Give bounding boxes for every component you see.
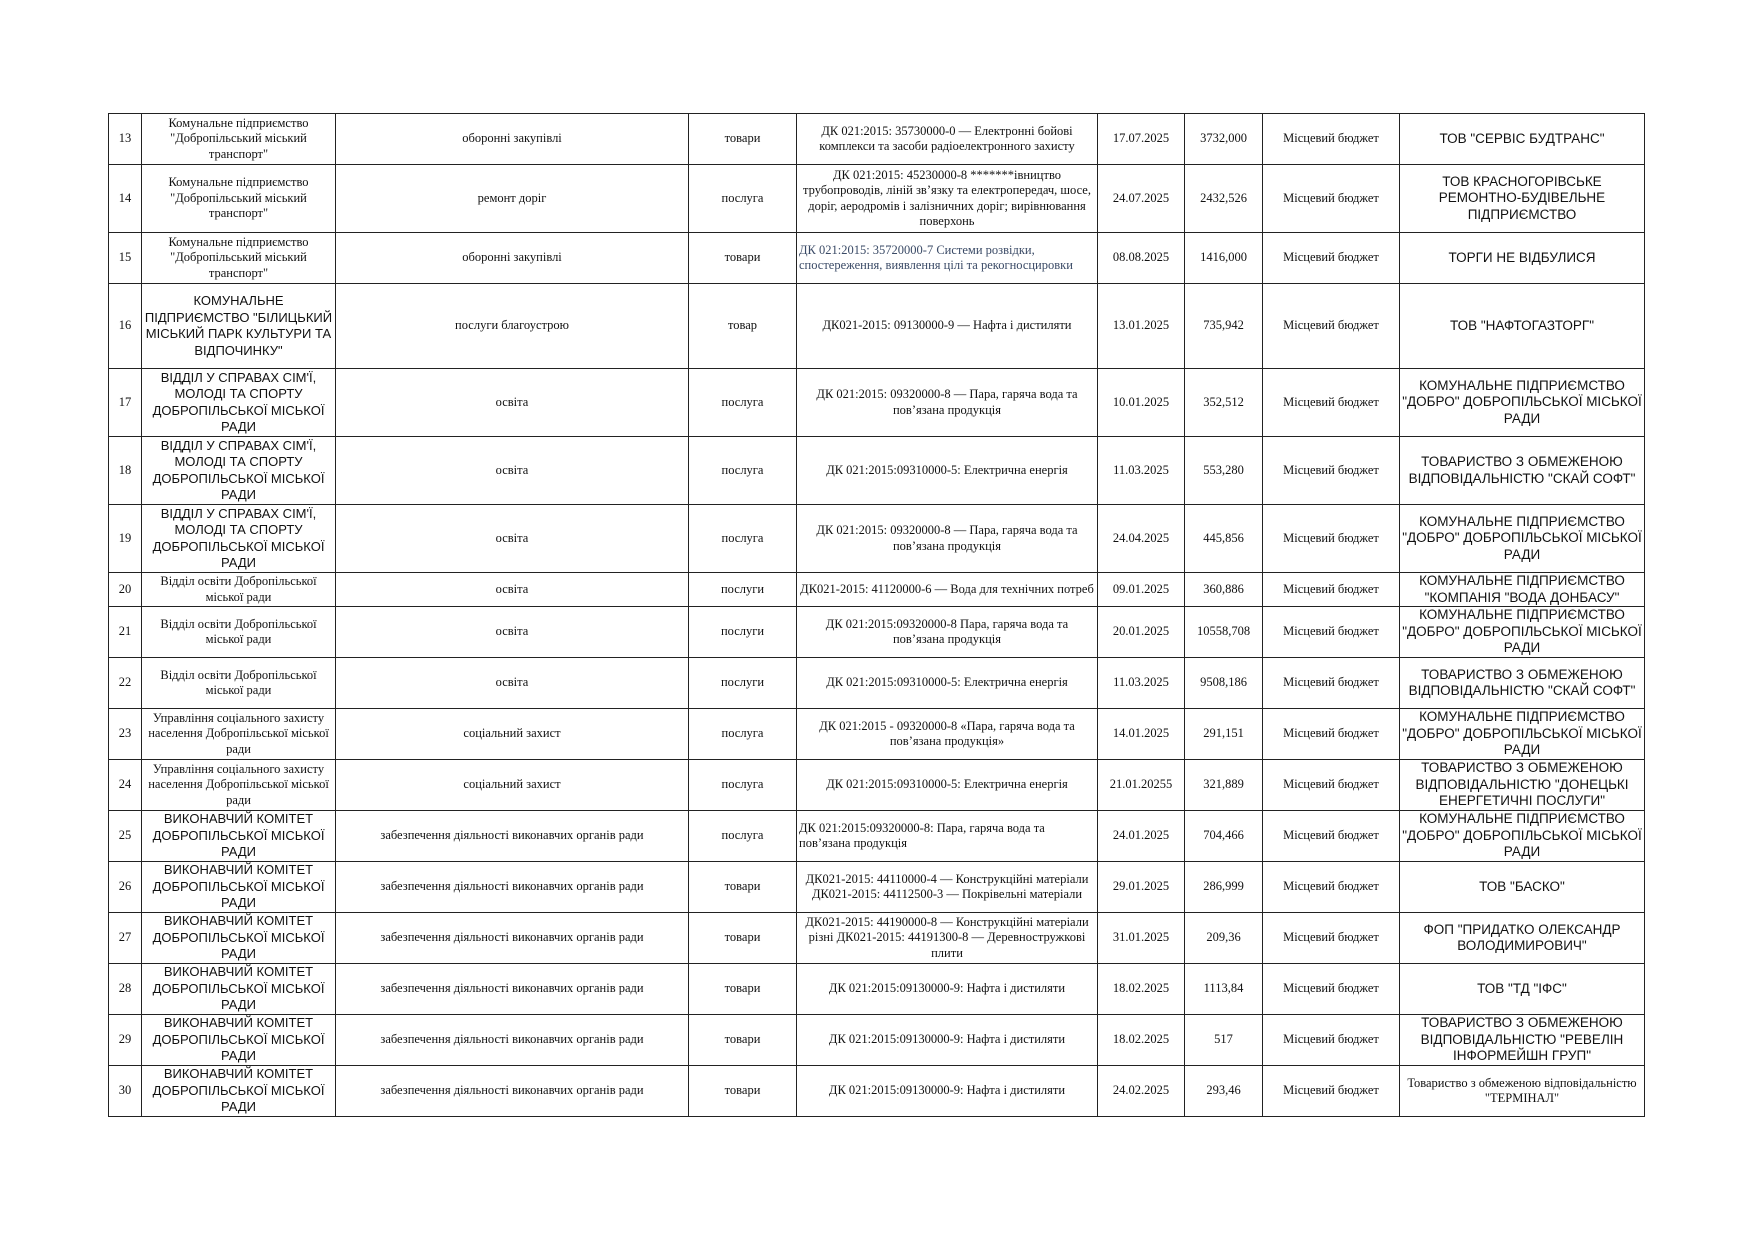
budget-source: Місцевий бюджет [1263,114,1400,165]
budget-source: Місцевий бюджет [1263,369,1400,437]
category: забезпечення діяльності виконавчих органів ради [336,811,689,862]
table-row [109,369,1645,437]
category: освіта [336,369,689,437]
category: освіта [336,573,689,607]
category: соціальний захист [336,760,689,811]
amount: 352,512 [1185,369,1263,437]
customer-name: ВІДДІЛ У СПРАВАХ СІМ'Ї, МОЛОДІ ТА СПОРТУ ДОБРОПІЛЬСЬКОЇ МІСЬКОЇ РАДИ [142,437,336,505]
budget-source: Місцевий бюджет [1263,760,1400,811]
amount: 3732,000 [1185,114,1263,165]
date: 11.03.2025 [1098,437,1185,505]
customer-name: Комунальне підприємство "Добропільський міський транспорт" [142,114,336,165]
amount: 704,466 [1185,811,1263,862]
amount: 517 [1185,1015,1263,1066]
row-number: 28 [109,964,142,1015]
customer-name: Відділ освіти Добропільської міської ради [142,607,336,658]
cpv-code: ДК 021:2015: 09320000-8 — Пара, гаряча вода та пов’язана продукція [797,505,1098,573]
cpv-code: ДК 021:2015: 35730000-0 — Електронні бойові комплекси та засоби радіоелектронного захисту [797,114,1098,165]
date: 29.01.2025 [1098,862,1185,913]
row-number: 21 [109,607,142,658]
cpv-code: ДК 021:2015:09320000-8 Пара, гаряча вода та пов’язана продукція [797,607,1098,658]
row-number: 19 [109,505,142,573]
row-number: 26 [109,862,142,913]
row-number: 13 [109,114,142,165]
date: 08.08.2025 [1098,233,1185,284]
item-type: товари [689,233,797,284]
table-row [109,573,1645,607]
winner-name: КОМУНАЛЬНЕ ПІДПРИЄМСТВО "ДОБРО" ДОБРОПІЛЬСЬКОЇ МІСЬКОЇ РАДИ [1400,505,1645,573]
amount: 360,886 [1185,573,1263,607]
item-type: товари [689,1015,797,1066]
budget-source: Місцевий бюджет [1263,862,1400,913]
item-type: послуга [689,437,797,505]
cpv-code: ДК 021:2015:09310000-5: Електрична енергія [797,760,1098,811]
budget-source: Місцевий бюджет [1263,1015,1400,1066]
amount: 2432,526 [1185,165,1263,233]
category: оборонні закупівлі [336,233,689,284]
row-number: 14 [109,165,142,233]
item-type: послуга [689,760,797,811]
winner-name: ТОВ "ТД "ІФС" [1400,964,1645,1015]
category: ремонт доріг [336,165,689,233]
item-type: послуги [689,607,797,658]
cpv-code: ДК 021:2015:09310000-5: Електрична енергія [797,437,1098,505]
winner-name: ТОВ КРАСНОГОРІВСЬКЕ РЕМОНТНО-БУДІВЕЛЬНЕ ПІДПРИЄМСТВО [1400,165,1645,233]
cpv-code: ДК021-2015: 09130000-9 — Нафта і дистиляти [797,284,1098,369]
category: забезпечення діяльності виконавчих органів ради [336,862,689,913]
item-type: товари [689,1066,797,1117]
customer-name: Управління соціального захисту населення Добропільської міської ради [142,709,336,760]
item-type: товари [689,114,797,165]
row-number: 20 [109,573,142,607]
item-type: послуги [689,573,797,607]
category: послуги благоустрою [336,284,689,369]
item-type: послуга [689,369,797,437]
cpv-code: ДК021-2015: 41120000-6 — Вода для технічних потреб [797,573,1098,607]
cpv-code: ДК021-2015: 44110000-4 — Конструкційні матеріали ДК021-2015: 44112500-3 — Покрівельні матеріали [797,862,1098,913]
budget-source: Місцевий бюджет [1263,505,1400,573]
row-number: 23 [109,709,142,760]
table-row [109,964,1645,1015]
item-type: послуга [689,165,797,233]
table-row [109,233,1645,284]
winner-name: КОМУНАЛЬНЕ ПІДПРИЄМСТВО "ДОБРО" ДОБРОПІЛЬСЬКОЇ МІСЬКОЇ РАДИ [1400,607,1645,658]
row-number: 27 [109,913,142,964]
amount: 1416,000 [1185,233,1263,284]
table-row [109,1015,1645,1066]
row-number: 30 [109,1066,142,1117]
budget-source: Місцевий бюджет [1263,607,1400,658]
cpv-code: ДК 021:2015:09130000-9: Нафта і дистиляти [797,1066,1098,1117]
cpv-code: ДК 021:2015:09310000-5: Електрична енергія [797,658,1098,709]
table-row [109,165,1645,233]
table-row [109,913,1645,964]
category: соціальний захист [336,709,689,760]
budget-source: Місцевий бюджет [1263,964,1400,1015]
budget-source: Місцевий бюджет [1263,811,1400,862]
date: 18.02.2025 [1098,1015,1185,1066]
amount: 291,151 [1185,709,1263,760]
customer-name: ВІДДІЛ У СПРАВАХ СІМ'Ї, МОЛОДІ ТА СПОРТУ ДОБРОПІЛЬСЬКОЇ МІСЬКОЇ РАДИ [142,505,336,573]
date: 14.01.2025 [1098,709,1185,760]
cpv-code: ДК 021:2015: 09320000-8 — Пара, гаряча вода та пов’язана продукція [797,369,1098,437]
item-type: товари [689,964,797,1015]
customer-name: КОМУНАЛЬНЕ ПІДПРИЄМСТВО "БІЛИЦЬКИЙ МІСЬКИЙ ПАРК КУЛЬТУРИ ТА ВІДПОЧИНКУ" [142,284,336,369]
row-number: 22 [109,658,142,709]
date: 18.02.2025 [1098,964,1185,1015]
customer-name: Управління соціального захисту населення Добропільської міської ради [142,760,336,811]
customer-name: ВИКОНАВЧИЙ КОМІТЕТ ДОБРОПІЛЬСЬКОЇ МІСЬКОЇ РАДИ [142,1015,336,1066]
winner-name: Товариство з обмеженою відповідальністю "ТЕРМІНАЛ" [1400,1066,1645,1117]
winner-name: ТОВАРИСТВО З ОБМЕЖЕНОЮ ВІДПОВІДАЛЬНІСТЮ "СКАЙ СОФТ" [1400,437,1645,505]
amount: 321,889 [1185,760,1263,811]
cpv-code: ДК 021:2015: 45230000-8 *******івництво трубопроводів, ліній зв’язку та електропередач, шосе, доріг, аеродромів і залізничних доріг; вирівнювання поверхонь [797,165,1098,233]
date: 11.03.2025 [1098,658,1185,709]
winner-name: КОМУНАЛЬНЕ ПІДПРИЄМСТВО "ДОБРО" ДОБРОПІЛЬСЬКОЇ МІСЬКОЇ РАДИ [1400,811,1645,862]
amount: 209,36 [1185,913,1263,964]
item-type: послуга [689,505,797,573]
date: 24.02.2025 [1098,1066,1185,1117]
date: 13.01.2025 [1098,284,1185,369]
budget-source: Місцевий бюджет [1263,913,1400,964]
customer-name: ВИКОНАВЧИЙ КОМІТЕТ ДОБРОПІЛЬСЬКОЇ МІСЬКОЇ РАДИ [142,913,336,964]
budget-source: Місцевий бюджет [1263,658,1400,709]
item-type: послуга [689,709,797,760]
procurement-table [108,113,1645,1117]
table-row [109,607,1645,658]
date: 10.01.2025 [1098,369,1185,437]
budget-source: Місцевий бюджет [1263,437,1400,505]
date: 09.01.2025 [1098,573,1185,607]
budget-source: Місцевий бюджет [1263,165,1400,233]
customer-name: ВИКОНАВЧИЙ КОМІТЕТ ДОБРОПІЛЬСЬКОЇ МІСЬКОЇ РАДИ [142,1066,336,1117]
item-type: послуги [689,658,797,709]
category: забезпечення діяльності виконавчих органів ради [336,1066,689,1117]
category: забезпечення діяльності виконавчих органів ради [336,964,689,1015]
amount: 735,942 [1185,284,1263,369]
customer-name: ВИКОНАВЧИЙ КОМІТЕТ ДОБРОПІЛЬСЬКОЇ МІСЬКОЇ РАДИ [142,964,336,1015]
cpv-code: ДК 021:2015:09130000-9: Нафта і дистиляти [797,964,1098,1015]
budget-source: Місцевий бюджет [1263,573,1400,607]
category: освіта [336,437,689,505]
customer-name: Відділ освіти Добропільської міської ради [142,573,336,607]
table-row [109,862,1645,913]
row-number: 25 [109,811,142,862]
category: освіта [336,607,689,658]
cpv-code: ДК 021:2015:09130000-9: Нафта і дистиляти [797,1015,1098,1066]
budget-source: Місцевий бюджет [1263,1066,1400,1117]
item-type: товар [689,284,797,369]
winner-name: ТОВ "НАФТОГАЗТОРГ" [1400,284,1645,369]
amount: 10558,708 [1185,607,1263,658]
item-type: товари [689,862,797,913]
date: 24.07.2025 [1098,165,1185,233]
row-number: 24 [109,760,142,811]
table-row [109,437,1645,505]
winner-name: ТОРГИ НЕ ВІДБУЛИСЯ [1400,233,1645,284]
procurement-table-body [109,114,1645,1117]
category: освіта [336,658,689,709]
budget-source: Місцевий бюджет [1263,709,1400,760]
table-row [109,1066,1645,1117]
cpv-code: ДК 021:2015:09320000-8: Пара, гаряча вода та пов’язана продукція [797,811,1098,862]
table-row [109,505,1645,573]
date: 24.01.2025 [1098,811,1185,862]
amount: 445,856 [1185,505,1263,573]
cpv-code: ДК 021:2015 - 09320000-8 «Пара, гаряча вода та пов’язана продукція» [797,709,1098,760]
winner-name: ТОВАРИСТВО З ОБМЕЖЕНОЮ ВІДПОВІДАЛЬНІСТЮ "СКАЙ СОФТ" [1400,658,1645,709]
row-number: 18 [109,437,142,505]
table-row [109,760,1645,811]
customer-name: Комунальне підприємство "Добропільський міський транспорт" [142,233,336,284]
row-number: 17 [109,369,142,437]
category: освіта [336,505,689,573]
date: 21.01.20255 [1098,760,1185,811]
table-row [109,284,1645,369]
winner-name: ТОВ "СЕРВІС БУДТРАНС" [1400,114,1645,165]
table-row [109,811,1645,862]
table-row [109,709,1645,760]
category: оборонні закупівлі [336,114,689,165]
date: 20.01.2025 [1098,607,1185,658]
amount: 293,46 [1185,1066,1263,1117]
amount: 9508,186 [1185,658,1263,709]
winner-name: ТОВАРИСТВО З ОБМЕЖЕНОЮ ВІДПОВІДАЛЬНІСТЮ "ДОНЕЦЬКІ ЕНЕРГЕТИЧНІ ПОСЛУГИ" [1400,760,1645,811]
winner-name: КОМУНАЛЬНЕ ПІДПРИЄМСТВО "ДОБРО" ДОБРОПІЛЬСЬКОЇ МІСЬКОЇ РАДИ [1400,709,1645,760]
winner-name: ФОП "ПРИДАТКО ОЛЕКСАНДР ВОЛОДИМИРОВИЧ" [1400,913,1645,964]
customer-name: Комунальне підприємство "Добропільський міський транспорт" [142,165,336,233]
table-row [109,658,1645,709]
table-row [109,114,1645,165]
customer-name: Відділ освіти Добропільської міської ради [142,658,336,709]
customer-name: ВИКОНАВЧИЙ КОМІТЕТ ДОБРОПІЛЬСЬКОЇ МІСЬКОЇ РАДИ [142,862,336,913]
item-type: послуга [689,811,797,862]
winner-name: ТОВ "БАСКО" [1400,862,1645,913]
winner-name: ТОВАРИСТВО З ОБМЕЖЕНОЮ ВІДПОВІДАЛЬНІСТЮ "РЕВЕЛІН ІНФОРМЕЙШН ГРУП" [1400,1015,1645,1066]
cpv-code: ДК021-2015: 44190000-8 — Конструкційні матеріали різні ДК021-2015: 44191300-8 — Деревностружкові плити [797,913,1098,964]
customer-name: ВИКОНАВЧИЙ КОМІТЕТ ДОБРОПІЛЬСЬКОЇ МІСЬКОЇ РАДИ [142,811,336,862]
category: забезпечення діяльності виконавчих органів ради [336,1015,689,1066]
winner-name: КОМУНАЛЬНЕ ПІДПРИЄМСТВО "КОМПАНІЯ "ВОДА ДОНБАСУ" [1400,573,1645,607]
row-number: 15 [109,233,142,284]
winner-name: КОМУНАЛЬНЕ ПІДПРИЄМСТВО "ДОБРО" ДОБРОПІЛЬСЬКОЇ МІСЬКОЇ РАДИ [1400,369,1645,437]
budget-source: Місцевий бюджет [1263,284,1400,369]
item-type: товари [689,913,797,964]
date: 17.07.2025 [1098,114,1185,165]
budget-source: Місцевий бюджет [1263,233,1400,284]
row-number: 16 [109,284,142,369]
customer-name: ВІДДІЛ У СПРАВАХ СІМ'Ї, МОЛОДІ ТА СПОРТУ ДОБРОПІЛЬСЬКОЇ МІСЬКОЇ РАДИ [142,369,336,437]
amount: 1113,84 [1185,964,1263,1015]
date: 31.01.2025 [1098,913,1185,964]
date: 24.04.2025 [1098,505,1185,573]
amount: 553,280 [1185,437,1263,505]
amount: 286,999 [1185,862,1263,913]
cpv-code: ДК 021:2015: 35720000-7 Системи розвідки, спостереження, виявлення цілі та рекогносцировки [797,233,1098,284]
row-number: 29 [109,1015,142,1066]
category: забезпечення діяльності виконавчих органів ради [336,913,689,964]
